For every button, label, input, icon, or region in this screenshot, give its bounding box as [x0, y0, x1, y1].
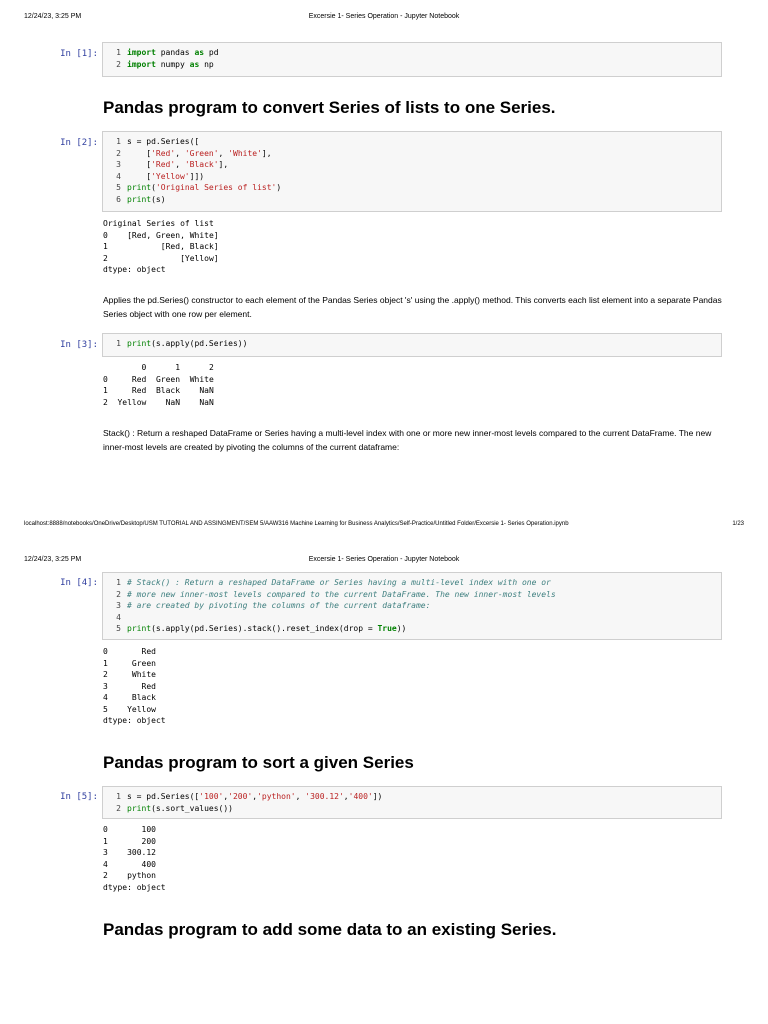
- print-timestamp: 12/24/23, 3:25 PM: [24, 13, 82, 20]
- cell-output: 0 100 1 200 3 300.12 4 400 2 python dtype: object: [103, 825, 166, 892]
- markdown-paragraph: Stack() : Return a reshaped DataFrame or Series having a multi-level index with one or more new inner-most levels compared to the current DataFrame. The new inner-most levels are created by pivoting the columns of the current dataframe:: [103, 428, 712, 452]
- code-line: 1 print (s.apply(pd.Series)): [116, 339, 248, 348]
- code-line: 1 s = pd.Series([: [116, 137, 200, 146]
- cell-output: Original Series of list 0 [Red, Green, White] 1 [Red, Black] 2 [Yellow] dtype: object: [103, 219, 219, 274]
- print-title: Excersie 1- Series Operation - Jupyter Notebook: [308, 556, 460, 563]
- cell-prompt: In [2]:: [60, 138, 98, 148]
- markdown-paragraph: Applies the pd.Series() constructor to each element of the Pandas Series object 's' using the .apply() method. This converts each list element into a separate Pandas Series object with one row per element.: [103, 295, 722, 319]
- print-url: localhost:8888/notebooks/OneDrive/Desktop/USM TUTORIAL AND ASSINGMENT/SEM 5/AAW316 Machine Learning for Business Analytics/Self-Practice/Untitled Folder/Excersie 1- Series Operation.ipynb: [24, 521, 569, 527]
- code-line: 5 print ( 'Original Series of list' ): [116, 183, 282, 192]
- cell-prompt: In [1]:: [60, 49, 98, 59]
- code-line: 2 [ 'Red' , 'Green' , 'White' ],: [116, 148, 272, 158]
- code-line: 1 s = pd.Series([ '100' , '200' , 'python' , '300.12' , '400' ]): [116, 792, 383, 801]
- code-line: 2 print (s.sort_values()): [116, 803, 233, 813]
- code-line: 6 print (s): [116, 194, 166, 204]
- markdown-heading: Pandas program to add some data to an existing Series.: [103, 920, 557, 939]
- cell-output: 0 1 2 0 Red Green White 1 Red Black NaN 2 Yellow NaN NaN: [103, 363, 214, 407]
- code-line: 3 # are created by pivoting the columns of the current dataframe:: [116, 601, 431, 610]
- code-cell[interactable]: [102, 333, 722, 357]
- cell-output: 0 Red 1 Green 2 White 3 Red 4 Black 5 Yellow dtype: object: [103, 647, 166, 725]
- code-line: 1 import pandas as pd: [116, 48, 219, 57]
- print-timestamp: 12/24/23, 3:25 PM: [24, 556, 82, 563]
- print-title: Excersie 1- Series Operation - Jupyter Notebook: [308, 13, 460, 20]
- cell-prompt: In [3]:: [60, 340, 98, 350]
- code-line: 2 import numpy as np: [116, 59, 214, 69]
- code-line: 5 print (s.apply(pd.Series).stack().reset_index(drop = True )): [116, 624, 407, 633]
- cell-prompt: In [5]:: [60, 792, 98, 802]
- cell-prompt: In [4]:: [60, 578, 98, 588]
- page-number: 1/23: [732, 521, 744, 527]
- code-cell[interactable]: [102, 572, 722, 640]
- code-cell[interactable]: [102, 131, 722, 212]
- code-line: 2 # more new inner-most levels compared to the current DataFrame. The new inner-most levels: [116, 589, 556, 599]
- code-line: 4 [ 'Yellow' ]]): [116, 171, 205, 181]
- code-line: 4: [116, 612, 121, 622]
- code-line: 1 # Stack() : Return a reshaped DataFrame or Series having a multi-level index with one or: [116, 578, 551, 587]
- markdown-heading: Pandas program to sort a given Series: [103, 753, 414, 772]
- code-cell[interactable]: [102, 786, 722, 819]
- page-header: [0, 13, 768, 27]
- code-line: 3 [ 'Red' , 'Black' ],: [116, 160, 229, 169]
- code-cell[interactable]: [102, 42, 722, 77]
- markdown-heading: Pandas program to convert Series of lists to one Series.: [103, 98, 556, 117]
- page-header: [0, 556, 768, 570]
